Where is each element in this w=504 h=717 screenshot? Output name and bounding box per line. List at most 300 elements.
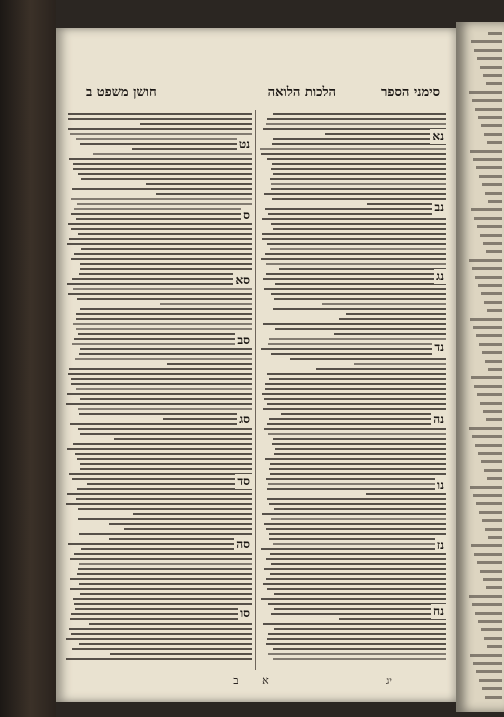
text-line	[72, 188, 252, 190]
text-line	[71, 613, 252, 615]
text-line	[273, 543, 446, 545]
section-number: נד	[434, 340, 444, 355]
text-line	[268, 213, 446, 215]
text-line	[78, 568, 252, 570]
text-line	[68, 223, 252, 225]
text-line	[263, 323, 446, 325]
text-line	[267, 158, 446, 160]
text-line	[74, 208, 252, 210]
edge-text-line	[483, 578, 502, 581]
section-number: נה	[433, 411, 444, 426]
text-line	[265, 208, 446, 210]
text-line	[267, 423, 446, 425]
edge-text-line	[472, 435, 502, 438]
text-line	[76, 138, 252, 140]
text-line	[268, 653, 446, 655]
section-number: סה	[236, 537, 250, 552]
text-column-right	[260, 110, 446, 670]
edge-text-line	[479, 175, 502, 178]
edge-text-line	[480, 66, 502, 69]
text-line	[269, 503, 446, 505]
text-line	[69, 238, 252, 240]
text-line	[273, 438, 446, 440]
edge-text-line	[478, 452, 502, 455]
text-line	[261, 598, 446, 600]
text-line	[270, 573, 446, 575]
text-line	[71, 198, 252, 200]
signature-mark: א ב	[233, 674, 279, 687]
text-line	[77, 488, 252, 490]
text-line	[68, 543, 252, 545]
text-line	[274, 453, 446, 455]
running-head-left: חושן משפט ב	[86, 85, 157, 100]
text-line	[261, 258, 446, 260]
text-line	[68, 293, 252, 295]
text-line	[70, 578, 252, 580]
running-head	[66, 84, 446, 106]
text-line	[262, 233, 446, 235]
edge-text-line	[485, 696, 502, 699]
edge-text-line	[487, 645, 502, 648]
edge-text-line	[488, 368, 502, 371]
text-line	[156, 193, 252, 195]
text-line	[74, 338, 252, 340]
text-line	[74, 553, 252, 555]
text-line	[81, 248, 252, 250]
text-line	[76, 313, 252, 315]
text-line	[68, 113, 252, 115]
text-line	[69, 628, 252, 630]
text-line	[339, 318, 446, 320]
edge-text-line	[481, 460, 502, 463]
text-line	[80, 143, 252, 145]
text-line	[275, 328, 446, 330]
edge-text-line	[485, 192, 502, 195]
text-line	[78, 233, 252, 235]
text-line	[66, 503, 252, 505]
text-line	[78, 518, 252, 520]
text-line	[71, 383, 252, 385]
edge-text-line	[469, 91, 502, 94]
text-line	[274, 508, 446, 510]
text-line	[81, 178, 252, 180]
text-line	[322, 303, 446, 305]
text-line	[71, 258, 252, 260]
text-line	[109, 523, 252, 525]
edge-text-line	[471, 376, 502, 379]
text-line	[325, 133, 446, 135]
edge-text-line	[483, 242, 502, 245]
edge-text-line	[471, 208, 502, 211]
text-line	[270, 473, 446, 475]
text-line	[274, 593, 446, 595]
text-line	[262, 238, 446, 240]
text-line	[77, 298, 252, 300]
text-line	[167, 363, 252, 365]
text-line	[264, 568, 446, 570]
text-line	[80, 268, 252, 270]
text-line	[78, 508, 252, 510]
text-line	[272, 443, 446, 445]
text-line	[290, 358, 446, 360]
section-number: סב	[237, 332, 250, 347]
text-line	[69, 158, 252, 160]
text-line	[80, 593, 252, 595]
text-line	[263, 128, 446, 130]
edge-text-line	[486, 250, 502, 253]
text-line	[110, 653, 252, 655]
text-line	[273, 173, 446, 175]
text-line	[270, 463, 446, 465]
section-number: סו	[240, 605, 250, 620]
edge-text-line	[472, 267, 502, 270]
text-line	[266, 478, 446, 480]
text-line	[271, 168, 446, 170]
section-number: סג	[239, 411, 250, 426]
edge-text-line	[470, 318, 502, 321]
section-number: נג	[436, 269, 444, 284]
text-line	[272, 163, 446, 165]
edge-text-line	[475, 108, 502, 111]
text-line	[79, 643, 252, 645]
text-line	[265, 388, 446, 390]
edge-text-line	[476, 502, 502, 505]
text-line	[270, 248, 446, 250]
text-line	[66, 638, 252, 640]
text-line	[269, 468, 446, 470]
edge-text-line	[477, 57, 502, 60]
text-line	[266, 528, 446, 530]
book-page	[56, 28, 456, 702]
text-line	[267, 588, 446, 590]
edge-text-line	[484, 133, 502, 136]
text-line	[281, 413, 446, 415]
text-line	[271, 293, 446, 295]
edge-text-line	[484, 637, 502, 640]
text-line	[269, 338, 446, 340]
text-line	[274, 628, 446, 630]
text-line	[69, 473, 252, 475]
text-line	[67, 493, 252, 495]
edge-text-line	[478, 620, 502, 623]
text-line	[265, 383, 446, 385]
edge-text-line	[488, 32, 502, 35]
text-line	[70, 558, 252, 560]
section-number: סד	[237, 473, 250, 488]
edge-text-line	[482, 519, 502, 522]
text-line	[264, 398, 446, 400]
text-line	[68, 128, 252, 130]
text-line	[268, 433, 446, 435]
section-number: נט	[238, 137, 250, 152]
text-line	[80, 433, 252, 435]
text-line	[124, 528, 252, 530]
text-line	[67, 393, 252, 395]
edge-text-line	[469, 427, 502, 430]
edge-text-line	[488, 536, 502, 539]
text-line	[72, 648, 252, 650]
text-line	[268, 633, 446, 635]
text-line	[267, 403, 446, 405]
text-line	[260, 148, 446, 150]
edge-text-line	[475, 612, 502, 615]
text-line	[75, 453, 252, 455]
text-line	[78, 428, 252, 430]
edge-text-line	[473, 326, 502, 329]
text-line	[274, 298, 446, 300]
edge-text-line	[484, 469, 502, 472]
text-line	[273, 658, 446, 660]
text-line	[366, 493, 446, 495]
text-line	[66, 658, 252, 660]
text-line	[264, 288, 446, 290]
text-line	[269, 538, 446, 540]
text-line	[262, 513, 446, 515]
text-line	[73, 163, 252, 165]
text-line	[79, 273, 252, 275]
text-line	[354, 363, 446, 365]
text-line	[265, 458, 446, 460]
text-line	[273, 138, 446, 140]
edge-text-line	[485, 360, 502, 363]
text-line	[268, 603, 446, 605]
edge-text-line	[470, 654, 502, 657]
text-line	[271, 188, 446, 190]
text-line	[89, 623, 252, 625]
text-line	[269, 418, 446, 420]
edge-text-line	[482, 183, 502, 186]
section-number: נז	[436, 538, 444, 552]
edge-text-line	[473, 662, 502, 665]
text-line	[72, 478, 252, 480]
edge-text-line	[474, 553, 502, 556]
text-line	[76, 498, 252, 500]
edge-text-line	[475, 276, 502, 279]
text-line	[68, 373, 252, 375]
edge-text-line	[474, 385, 502, 388]
text-line	[81, 548, 252, 550]
edge-text-line	[478, 284, 502, 287]
text-line	[80, 308, 252, 310]
text-column-left	[66, 110, 252, 670]
text-line	[263, 408, 446, 410]
text-line	[266, 123, 446, 125]
text-line	[274, 608, 446, 610]
text-line	[70, 618, 252, 620]
text-line	[73, 168, 252, 170]
text-line	[72, 278, 252, 280]
text-line	[70, 133, 252, 135]
text-line	[87, 483, 252, 485]
text-line	[78, 333, 252, 335]
text-line	[76, 318, 252, 320]
text-line	[79, 413, 252, 415]
edge-text-line	[487, 309, 502, 312]
section-number: נב	[434, 199, 444, 214]
edge-text-line	[485, 528, 502, 531]
text-line	[275, 283, 446, 285]
text-line	[76, 388, 252, 390]
text-line	[73, 443, 252, 445]
text-line	[271, 563, 446, 565]
edge-text-line	[486, 586, 502, 589]
section-number: נא	[432, 129, 444, 144]
text-line	[80, 348, 252, 350]
text-line	[261, 348, 446, 350]
text-line	[67, 448, 252, 450]
text-line	[69, 368, 252, 370]
text-line	[271, 518, 446, 520]
edge-text-line	[483, 74, 502, 77]
edge-text-line	[472, 603, 502, 606]
text-line	[67, 283, 252, 285]
section-number: סא	[235, 273, 250, 288]
text-line	[66, 403, 252, 405]
edge-text-line	[471, 544, 502, 547]
edge-text-line	[481, 124, 502, 127]
text-line	[273, 308, 446, 310]
text-line	[262, 218, 446, 220]
text-line	[267, 373, 446, 375]
text-line	[146, 183, 252, 185]
text-line	[263, 583, 446, 585]
text-line	[74, 253, 252, 255]
text-line	[68, 118, 252, 120]
edge-text-line	[480, 234, 502, 237]
edge-text-line	[481, 628, 502, 631]
edge-text-line	[477, 561, 502, 564]
text-line	[268, 343, 446, 345]
text-line	[76, 328, 252, 330]
edge-text-line	[483, 410, 502, 413]
text-line	[77, 203, 252, 205]
edge-text-line	[479, 511, 502, 514]
text-line	[267, 118, 446, 120]
edge-text-line	[471, 40, 502, 43]
edge-text-line	[479, 679, 502, 682]
text-line	[267, 498, 446, 500]
text-line	[273, 648, 446, 650]
text-line	[266, 263, 446, 265]
text-line	[78, 173, 252, 175]
text-line	[140, 123, 252, 125]
edge-text-line	[477, 393, 502, 396]
text-line	[262, 393, 446, 395]
text-line	[267, 488, 446, 490]
text-line	[71, 378, 252, 380]
edge-text-line	[473, 494, 502, 497]
text-line	[279, 268, 446, 270]
text-line	[263, 623, 446, 625]
edge-text-line	[470, 486, 502, 489]
text-line	[266, 643, 446, 645]
edge-text-line	[470, 150, 502, 153]
running-head-center: הלכות הלואה	[267, 85, 336, 100]
facing-page-edge	[456, 22, 504, 712]
text-line	[271, 223, 446, 225]
edge-text-line	[475, 444, 502, 447]
text-line	[73, 288, 252, 290]
text-line	[264, 428, 446, 430]
edge-text-line	[480, 402, 502, 405]
text-line	[77, 458, 252, 460]
text-line	[267, 243, 446, 245]
text-line	[266, 273, 446, 275]
text-line	[316, 368, 446, 370]
edge-text-line	[474, 49, 502, 52]
edge-text-line	[487, 141, 502, 144]
page-marker: יג	[386, 676, 392, 687]
text-line	[270, 553, 446, 555]
edge-text-line	[472, 99, 502, 102]
edge-text-line	[479, 343, 502, 346]
text-line	[261, 548, 446, 550]
text-line	[67, 243, 252, 245]
edge-text-line	[480, 570, 502, 573]
text-line	[263, 278, 446, 280]
text-line	[72, 343, 252, 345]
text-line	[71, 228, 252, 230]
text-line	[266, 558, 446, 560]
text-line	[77, 573, 252, 575]
text-line	[133, 513, 252, 515]
text-line	[79, 583, 252, 585]
text-line	[73, 323, 252, 325]
text-line	[269, 533, 446, 535]
text-line	[266, 578, 446, 580]
text-line	[273, 228, 446, 230]
text-line	[114, 438, 252, 440]
edge-text-line	[469, 259, 502, 262]
text-line	[272, 198, 446, 200]
text-line	[346, 313, 446, 315]
edge-text-line	[473, 158, 502, 161]
text-line	[75, 358, 252, 360]
text-line	[269, 378, 446, 380]
edge-text-line	[477, 225, 502, 228]
text-line	[78, 408, 252, 410]
text-line	[73, 598, 252, 600]
text-line	[75, 608, 252, 610]
text-line	[74, 603, 252, 605]
text-line	[264, 523, 446, 525]
text-line	[76, 218, 252, 220]
text-line	[79, 563, 252, 565]
text-line	[261, 153, 446, 155]
text-line	[70, 588, 252, 590]
section-number: נו	[437, 478, 444, 493]
book-spine	[0, 0, 56, 717]
edge-text-line	[481, 292, 502, 295]
text-line	[272, 143, 446, 145]
text-line	[334, 333, 446, 335]
edge-text-line	[476, 334, 502, 337]
column-divider	[255, 110, 256, 670]
text-line	[79, 533, 252, 535]
running-head-right: סימני הספר	[380, 85, 440, 100]
text-line	[271, 613, 446, 615]
edge-text-line	[478, 116, 502, 119]
text-line	[79, 353, 252, 355]
text-line	[275, 448, 446, 450]
edge-text-line	[474, 217, 502, 220]
text-line	[268, 483, 446, 485]
edge-text-line	[486, 82, 502, 85]
text-line	[273, 113, 446, 115]
text-line	[160, 303, 252, 305]
edge-text-line	[482, 687, 502, 690]
text-line	[80, 263, 252, 265]
